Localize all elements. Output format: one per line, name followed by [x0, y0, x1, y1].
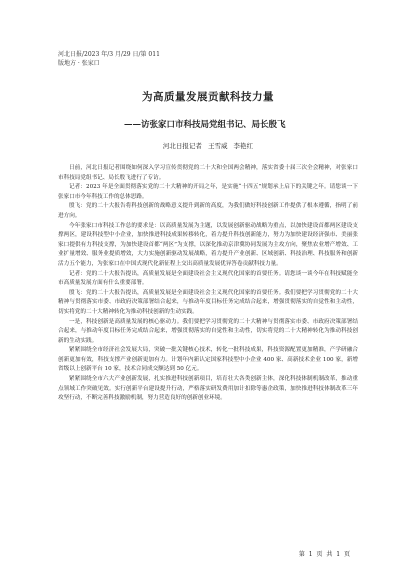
section-line: 版地方 · 张家口: [58, 60, 100, 67]
article-title: 为高质量发展贡献科技力量: [142, 91, 274, 103]
paragraph: 今年张家口市科技工作总的要求是：以高质量发展为主题，以发展创新驱动战略为重点，以加快建设首都两区建设支撑两区，建设科技型中小企业，加快推进科技成果转移转化，着力提升科技创新能力，努力为加快建设经济强市、美丽张家口提供有力科技支撑，为加快建设首都“两区”为支撑，以深化推动京津冀协同发展为主攻方向，聚焦农业增产增效、工业扩量增效、服务业提质增效，大力实施创新驱动发展战略，着力提升产业创新、区域创新、科技治理、科技服务和创新活力五个能力，为张家口在中国式现代化新征程上交出高质量发展优异答卷贡献科技力量。: [58, 222, 358, 267]
paragraph: 殷飞：党的二十大报告将科技创新的战略意义提升到新的高度，为我们做好科技创新工作提供了根本遵循，指明了前进方向。: [58, 203, 358, 219]
article-body: [58, 164, 358, 404]
source-line: 河北日报/2023 年/3 月/29 日/第 011: [58, 51, 160, 58]
paragraph: 一是，科技创新是高质量发展的核心驱动力。我们要把学习贯彻党的二十大精神与贯彻落实市委、市政府决策部署结合起来，与推动年度目标任务完成结合起来，增强贯彻落实的自觉性和主动性，切实将党的二十大精神转化为推动科技创新的生动实践。: [58, 318, 358, 344]
article-subtitle: ——访张家口市科技局党组书记、局长殷飞: [124, 120, 286, 130]
paragraph: 日前，河北日报记者围绕如何深入学习宣传贯彻党的二十大和全国两会精神，落实省委十届三次全会精神，对张家口市科技局党组书记、局长殷飞进行了专访。: [58, 165, 358, 181]
document-meta: [58, 50, 358, 68]
paragraph: 殷飞：党的二十大报告提出，高质量发展是全面建设社会主义现代化国家的首要任务。我们要把学习贯彻党的二十大精神与贯彻落实市委、市政府决策部署结合起来，与推动年度目标任务完成结合起来，增强贯彻落实的自觉性和主动性，切实将党的二十大精神转化为推动科技创新的生动实践。: [58, 289, 358, 315]
article-byline: 河北日报记者 王雪威 李艳红: [162, 142, 254, 150]
paragraph: 记者：2023 年是全面贯彻落实党的二十大精神的开局之年，是实施“十四五”规划承上启下的关键之年。请您谈一下张家口市今年科技工作的总体思路。: [58, 184, 358, 200]
page-number: 第 1 页 共 1 页: [298, 551, 350, 558]
paragraph: 紧紧围绕全市六大产业创新发展，扎实推进科技创新项目，培育壮大各类创新主体，深化科技体制机制改革，推动重点领域工作突破见效。实行创新平台建设提升行动，严格落实研发费用加计扣除等惠企政策，加快推进科技体制改革三年攻坚行动，不断完善科技激励机制，努力营造良好的创新创业环境。: [58, 376, 358, 402]
paragraph: 记者：党的二十大报告提出，高质量发展是全面建设社会主义现代化国家的首要任务。请您谈一谈今年在科技赋能全市高质量发展方面有什么重要部署。: [58, 270, 358, 287]
paragraph: 紧紧围绕全市经济社会发展大局，突破一批关键核心技术，转化一批科技成果，科技资源配置更加精准，产学研融合创新更加有效，科技支撑产业创新更加有力。计划年内新认定国家科技型中小企业 400 家、高新技术企业 100 家，新增省级以上创新平台 10 家，技术合同成交额达到 50 亿元。: [58, 347, 358, 373]
